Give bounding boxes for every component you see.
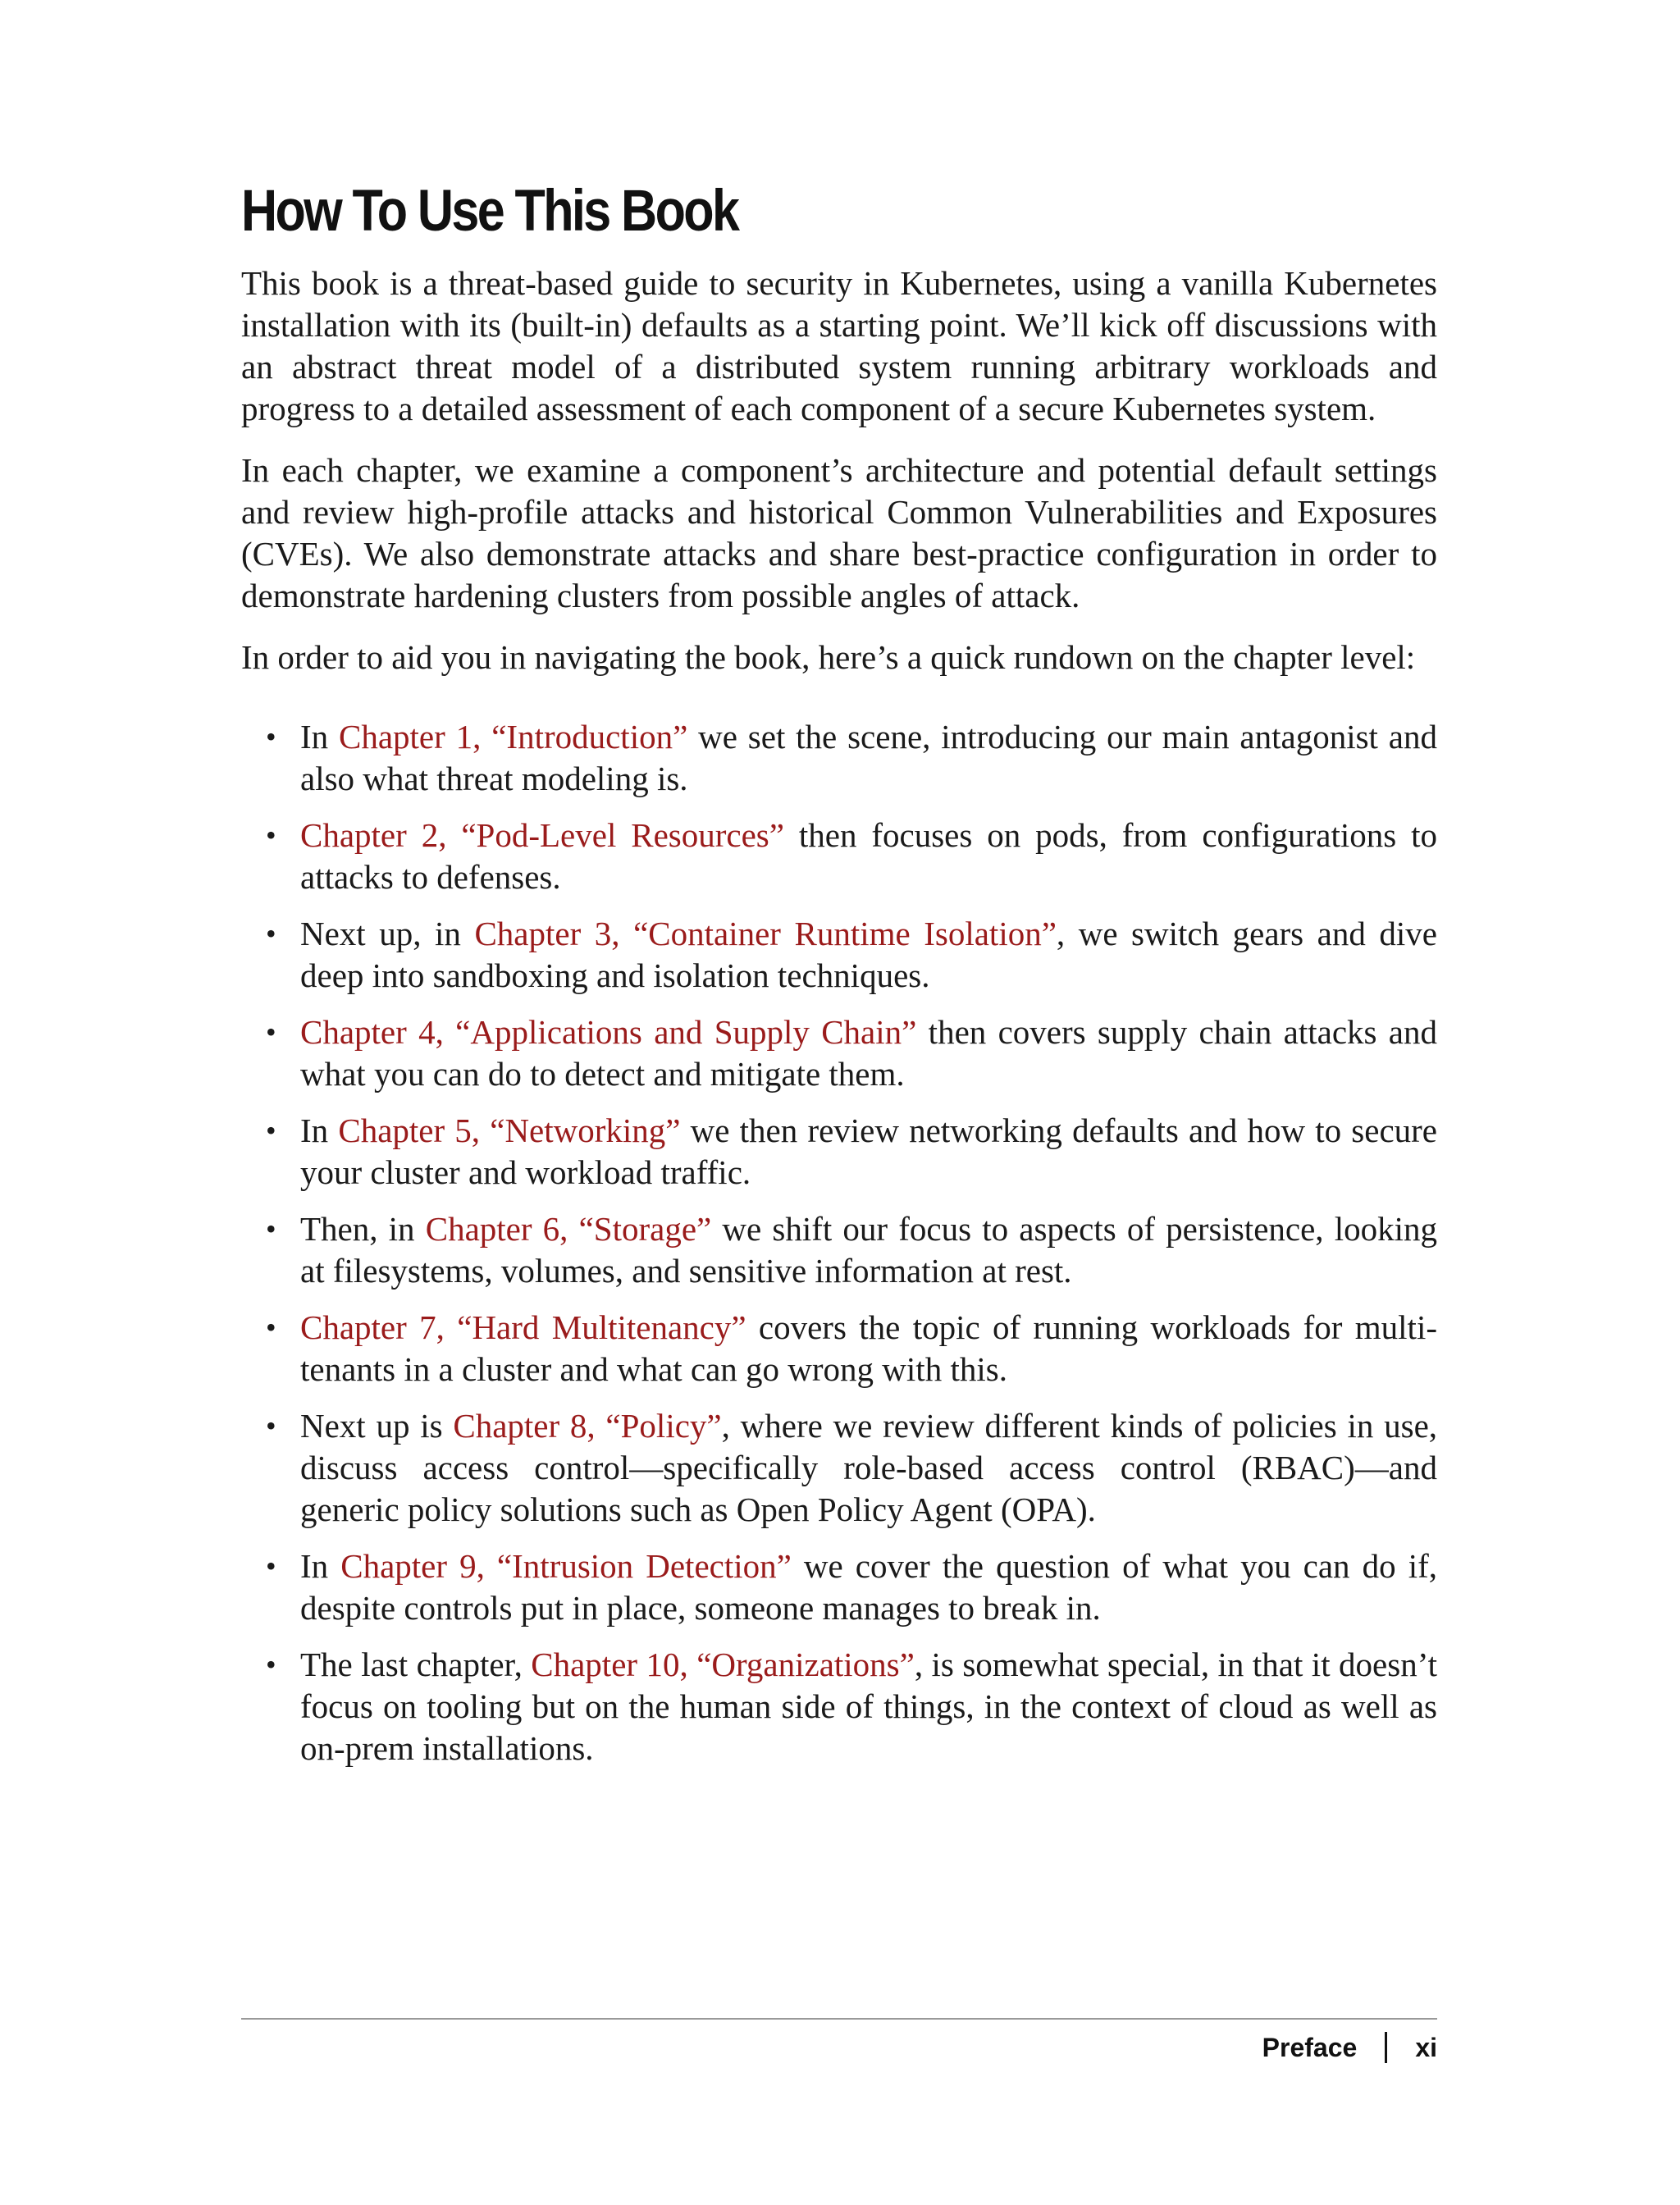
page-footer (1262, 2025, 1437, 2070)
bullet-icon: • (266, 819, 276, 851)
item-text-after: we set the scene, introducing our main antagonist and also what threat modeling is. (300, 718, 1437, 797)
chapter-6-link[interactable]: Chapter 6, “Storage” (425, 1210, 712, 1248)
item-text-after: , is somewhat special, in that it doesn’t focus on tooling but on the human side of things, in the context of cloud as well as on-prem installations. (300, 1646, 1437, 1767)
list-item (241, 1110, 1437, 1194)
chapter-7-link[interactable]: Chapter 7, “Hard Multitenancy” (300, 1308, 746, 1346)
list-item (241, 1644, 1437, 1769)
item-text-before: Then, in (300, 1210, 426, 1248)
bullet-icon: • (266, 1016, 276, 1048)
chapter-2-link[interactable]: Chapter 2, “Pod-Level Resources” (300, 816, 784, 854)
item-text-after: , we switch gears and dive deep into sandboxing and isolation techniques. (300, 915, 1437, 994)
item-text-after: we then review networking defaults and how to secure your cluster and workload traffic. (300, 1112, 1438, 1191)
chapter-8-link[interactable]: Chapter 8, “Policy” (453, 1407, 722, 1445)
list-item (241, 815, 1437, 898)
chapter-4-link[interactable]: Chapter 4, “Applications and Supply Chain” (300, 1013, 917, 1051)
page-content (241, 172, 1437, 1784)
chapter-1-link[interactable]: Chapter 1, “Introduction” (339, 718, 688, 756)
list-item (241, 1208, 1437, 1292)
list-item (241, 716, 1437, 800)
chapter-3-link[interactable]: Chapter 3, “Container Runtime Isolation” (474, 915, 1057, 952)
bullet-icon: • (266, 917, 276, 950)
intro-paragraph: This book is a threat-based guide to security in Kubernetes, using a vanilla Kubernetes installation with its (built-in) defaults as a starting point. We’ll kick off discussions with an abstract threat model of a distributed system running arbitrary workloads and progress to a detailed assessment of each component of a secure Kubernetes system. (241, 264, 1437, 427)
list-item (241, 1545, 1437, 1629)
footer-section-label: Preface (1262, 2033, 1358, 2062)
footer-separator (1385, 2032, 1387, 2063)
bullet-icon: • (266, 1114, 276, 1147)
item-text-after: covers the topic of running workloads for multi-tenants in a cluster and what can go wrong with this. (300, 1308, 1437, 1388)
list-item (241, 913, 1437, 997)
page-number: xi (1415, 2033, 1437, 2062)
bullet-icon: • (266, 1212, 276, 1245)
section-heading: How To Use This Book (241, 179, 738, 244)
item-text-after: we cover the question of what you can do if, despite controls put in place, someone manages to break in. (300, 1547, 1438, 1627)
footer-divider (241, 2018, 1437, 2020)
item-text-before: Next up, in (300, 915, 475, 952)
item-text-before: In (300, 1547, 341, 1585)
item-text-before: Next up is (300, 1407, 454, 1445)
chapter-10-link[interactable]: Chapter 10, “Organizations” (531, 1646, 915, 1683)
item-text-before: The last chapter, (300, 1646, 532, 1683)
rundown-paragraph: In order to aid you in navigating the book, here’s a quick rundown on the chapter level: (241, 638, 1416, 676)
chapter-list (241, 716, 1437, 1769)
bullet-icon: • (266, 1311, 276, 1344)
bullet-icon: • (266, 1409, 276, 1442)
list-item (241, 1405, 1437, 1531)
chapter-5-link[interactable]: Chapter 5, “Networking” (338, 1112, 681, 1149)
chapter-overview-paragraph: In each chapter, we examine a component’s architecture and potential default settings and review high-profile attacks and historical Common Vulnerabilities and Exposures (CVEs). We also demonstrate attacks and share best-practice configuration in order to demonstrate hardening clusters from possible angles of attack. (241, 451, 1437, 614)
bullet-icon: • (266, 1648, 276, 1681)
item-text-after: then covers supply chain attacks and what you can do to detect and mitigate them. (300, 1013, 1437, 1093)
bullet-icon: • (266, 720, 276, 753)
list-item (241, 1011, 1437, 1095)
item-text-after: then focuses on pods, from configurations to attacks to defenses. (300, 816, 1437, 896)
chapter-9-link[interactable]: Chapter 9, “Intrusion Detection” (340, 1547, 792, 1585)
item-text-after: we shift our focus to aspects of persistence, looking at filesystems, volumes, and sensitive information at rest. (300, 1210, 1437, 1290)
item-text-after: , where we review different kinds of policies in use, discuss access control—specifically role-based access control (RBAC)—and generic policy solutions such as Open Policy Agent (OPA). (300, 1407, 1438, 1528)
bullet-icon: • (266, 1550, 276, 1582)
list-item (241, 1307, 1437, 1390)
item-text-before: In (300, 1112, 339, 1149)
item-text-before: In (300, 718, 339, 756)
